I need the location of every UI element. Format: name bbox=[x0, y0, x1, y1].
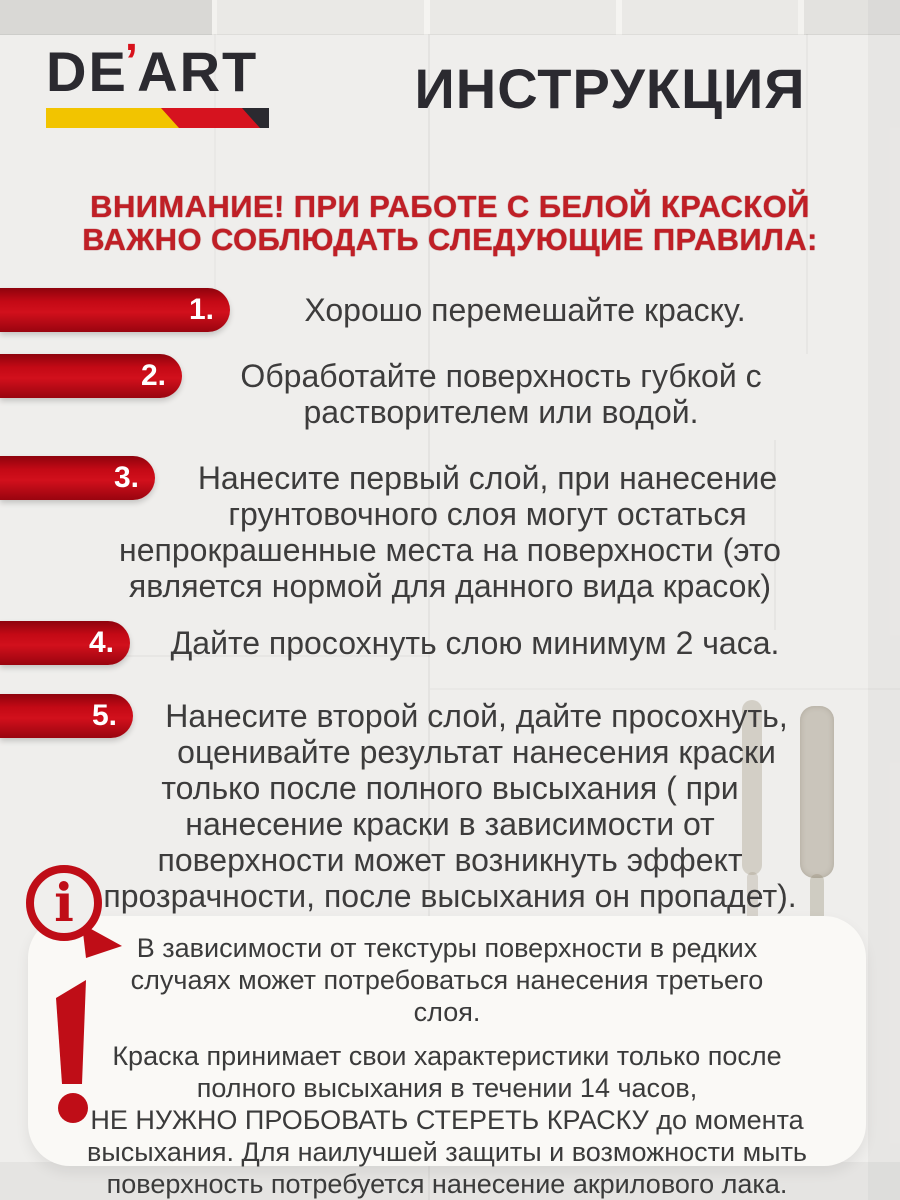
step-item-4 bbox=[90, 625, 810, 663]
step-text: Обработайте поверхность губкой с растворителем или водой. bbox=[240, 358, 762, 430]
notes-card bbox=[28, 916, 866, 1199]
step-item-3 bbox=[90, 460, 810, 604]
step-number: 4. bbox=[88, 626, 114, 659]
step-number: 3. bbox=[113, 461, 139, 494]
info-speech-bubble-icon bbox=[20, 858, 130, 970]
caution-note-text-2: НЕ НУЖНО ПРОБОВАТЬ СТЕРЕТЬ КРАСКУ до момента высыхания. Для наилучшей защиты и возможности мыть поверхность потребуется нанесение акрилового лака. bbox=[86, 1105, 808, 1199]
step-item-1 bbox=[90, 292, 810, 330]
door-rail-line-right bbox=[430, 688, 900, 690]
step-text: Дайте просохнуть слою минимум 2 часа. bbox=[170, 625, 780, 661]
step-item-5 bbox=[90, 698, 810, 914]
logo-left: DE bbox=[46, 40, 128, 103]
exclamation-icon bbox=[56, 980, 104, 1130]
page-title: ИНСТРУКЦИЯ bbox=[414, 57, 806, 120]
step-text: Нанесите второй слой, дайте просохнуть, оценивайте результат нанесения краски только после полного высыхания ( при нанесение краски в зависимости от поверхности может возникнуть эффект прозрачности, после высыхания он пропадет). bbox=[103, 698, 797, 914]
logo-apostrophe: ’ bbox=[124, 35, 141, 88]
step-number-ribbon bbox=[0, 456, 155, 500]
step-number: 1. bbox=[188, 293, 214, 326]
caution-note-text-1: Краска принимает свои характеристики только после полного высыхания в течении 14 часов, bbox=[112, 1041, 782, 1103]
step-text: Нанесите первый слой, при нанесение грунтовочного слоя могут остаться непрокрашенные места на поверхности (это является нормой для данного вида красок) bbox=[119, 460, 781, 604]
stripe-yellow-segment bbox=[46, 108, 179, 128]
step-number: 5. bbox=[91, 699, 117, 732]
door-top-panels bbox=[0, 0, 900, 35]
step-number-ribbon bbox=[0, 354, 182, 398]
brand-logo bbox=[46, 35, 269, 128]
logo-right: ART bbox=[137, 40, 259, 103]
step-item-2 bbox=[90, 358, 810, 430]
svg-text:i: i bbox=[54, 873, 74, 934]
step-number-ribbon bbox=[0, 694, 133, 738]
step-text: Хорошо перемешайте краску. bbox=[304, 292, 746, 328]
step-number: 2. bbox=[140, 359, 166, 392]
step-number-ribbon bbox=[0, 621, 130, 665]
info-note-text: В зависимости от текстуры поверхности в редких случаях может потребоваться нанесения третьего слоя. bbox=[130, 933, 764, 1027]
brand-logo-text bbox=[46, 35, 269, 104]
warning-heading: ВНИМАНИЕ! ПРИ РАБОТЕ С БЕЛОЙ КРАСКОЙ ВАЖНО СОБЛЮДАТЬ СЛЕДУЮЩИЕ ПРАВИЛА: bbox=[82, 189, 818, 257]
photo-right-edge-shade bbox=[868, 0, 900, 1200]
brand-flag-stripe bbox=[46, 108, 269, 128]
step-number-ribbon bbox=[0, 288, 230, 332]
